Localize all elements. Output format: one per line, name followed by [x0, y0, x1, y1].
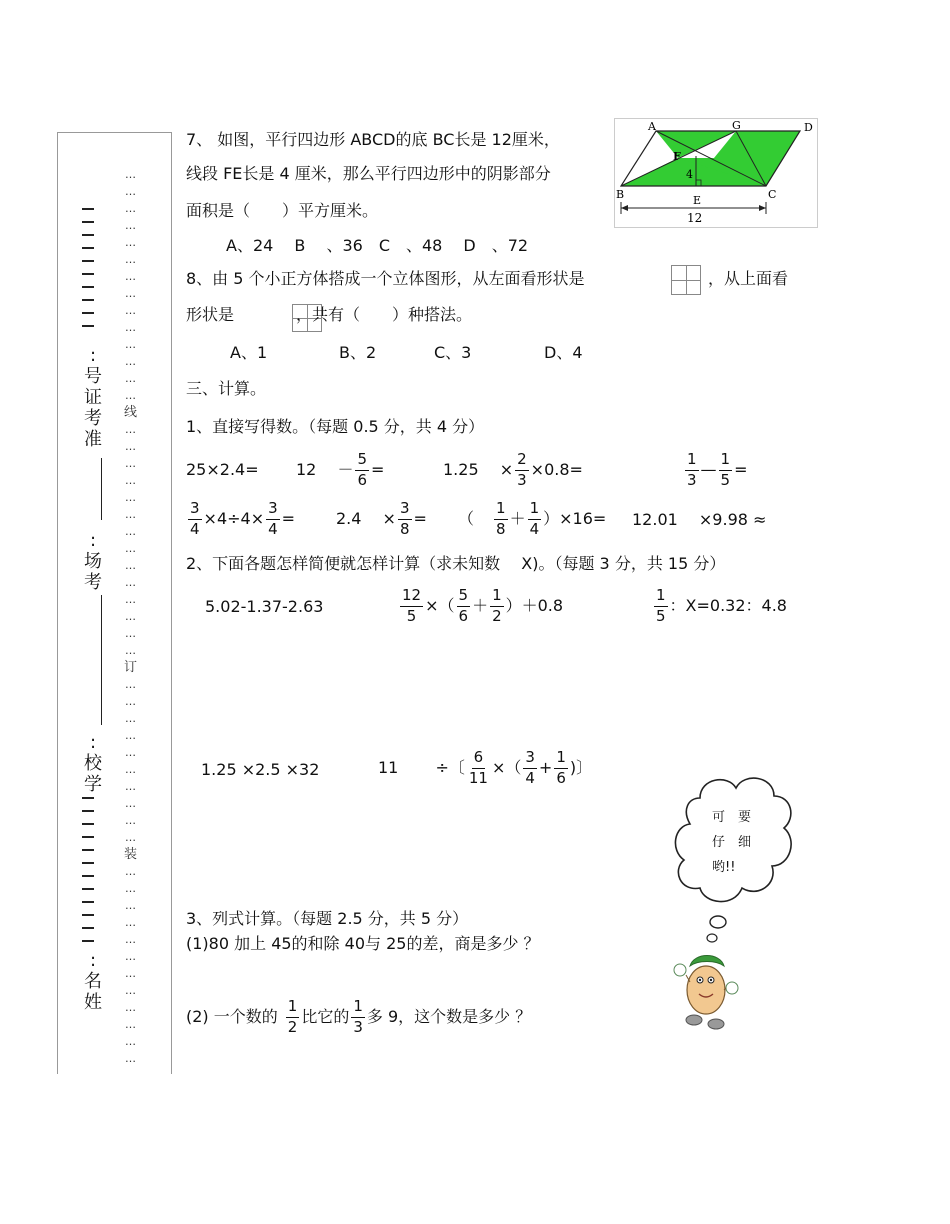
numerator: 1 [554, 750, 568, 769]
fraction [286, 996, 300, 1036]
fraction [351, 996, 365, 1036]
bubble-line-3: 哟!! [712, 860, 736, 875]
p3-s2-b: 比它的 [301, 1007, 350, 1026]
seal-word: 订 [123, 660, 136, 675]
seal-dots: … [125, 695, 135, 708]
q8-option-b: B、2 [339, 343, 377, 362]
left-view-icon [671, 265, 701, 295]
p1-r1-d [683, 448, 748, 492]
q8-option-d: D、4 [544, 343, 583, 362]
seal-dots: … [125, 678, 135, 691]
seal-dots: … [125, 321, 135, 334]
p2-e5 [378, 746, 592, 790]
minus-sign: — [700, 460, 717, 479]
seal-dots: … [125, 372, 135, 385]
p1-r1-c-post: ×0.8= [530, 460, 583, 479]
seal-dots: … [125, 270, 135, 283]
seal-dots: … [125, 865, 135, 878]
q8-line2a: 形状是 [186, 305, 235, 324]
seal-dots: … [125, 1052, 135, 1065]
seal-dots: … [125, 508, 135, 521]
seal-dots: … [125, 525, 135, 538]
denominator: 4 [525, 768, 535, 787]
denominator: 3 [353, 1017, 363, 1036]
p1-r1-b [296, 448, 384, 492]
p1-r2-c [458, 497, 606, 541]
egg-mascot-icon [674, 956, 738, 1030]
seal-dots: … [125, 168, 135, 181]
p3-s2-c: 多 9，这个数是多少 ？ [366, 1007, 532, 1026]
fraction [719, 449, 733, 489]
label-colon: : [89, 345, 97, 366]
numerator: 1 [494, 501, 508, 520]
q7-line3: 面积是（ ）平方厘米。 [186, 201, 379, 220]
seal-dots: … [125, 576, 135, 589]
p1-r1-b-pre: 12 － [296, 460, 354, 479]
exam-room-blank [101, 458, 102, 520]
seal-dots: … [125, 236, 135, 249]
fraction [554, 747, 568, 787]
school-label [82, 732, 104, 795]
label-char: 考 [84, 408, 102, 429]
denominator: 5 [656, 606, 666, 625]
seal-word: 装 [123, 847, 136, 862]
seal-dots: … [125, 474, 135, 487]
school-blank [101, 595, 102, 725]
p2-e5-b: ×（ [491, 758, 522, 777]
seal-dots: … [125, 916, 135, 929]
denominator: 4 [190, 519, 200, 538]
denominator: 5 [720, 470, 731, 489]
numerator: 1 [490, 588, 504, 607]
p2-e5-c: )〕 [569, 758, 593, 777]
q8-line2b: ，共有（ ）种搭法。 [296, 305, 473, 324]
denominator: 6 [458, 606, 469, 625]
seal-dots: … [125, 1035, 135, 1048]
plus-sign: ＋ [509, 509, 526, 528]
q8-line1a: 8、由 5 个小正方体搭成一个立体图形，从左面看形状是 [186, 269, 585, 288]
fraction [685, 449, 699, 489]
label-colon: : [89, 950, 97, 971]
p2-e1: 5.02-1.37-2.63 [205, 597, 324, 616]
numerator: 5 [355, 452, 369, 471]
seal-word: 线 [123, 405, 136, 420]
fraction [515, 449, 529, 489]
exam-number-blank [82, 208, 96, 338]
fraction [398, 498, 412, 538]
denominator: 6 [556, 768, 566, 787]
fraction [188, 498, 202, 538]
numerator: 12 [400, 588, 423, 607]
denominator: 5 [406, 606, 417, 625]
label-12: 12 [687, 211, 703, 225]
numerator: 5 [457, 588, 471, 607]
q8-option-a: A、1 [230, 343, 268, 362]
q8-line1b: ，从上面看 [708, 269, 789, 288]
seal-dots: … [125, 1018, 135, 1031]
p1-r2-c-post: ）×16= [543, 509, 607, 528]
label-char: 学 [84, 774, 102, 795]
plus-sign: + [538, 758, 553, 777]
p2-e2-a: ×（ [425, 596, 455, 615]
numerator: 1 [719, 452, 733, 471]
seal-dots: … [125, 423, 135, 436]
fraction [266, 498, 280, 538]
fraction [523, 747, 537, 787]
denominator: 8 [496, 519, 506, 538]
fraction [400, 585, 423, 625]
plus-sign: ＋ [472, 596, 489, 615]
p1-r2-d: 12.01 ×9.98 ≈ [632, 510, 767, 529]
seal-dots: … [125, 814, 135, 827]
p1-r2-b [336, 497, 427, 541]
label-char: 号 [84, 366, 102, 387]
seal-dots: … [125, 627, 135, 640]
label-char: 名 [84, 971, 102, 992]
numerator: 3 [266, 501, 280, 520]
numerator: 1 [528, 501, 542, 520]
seal-dots: … [125, 712, 135, 725]
p3-s2 [186, 995, 531, 1039]
q7-options: A、24 B 、36 C 、48 D 、72 [226, 236, 529, 255]
seal-dots: … [125, 559, 135, 572]
fraction [528, 498, 542, 538]
label-E: E [693, 194, 702, 207]
section3-title: 三、计算。 [186, 379, 267, 398]
p1-r1-c [443, 448, 583, 492]
seal-dots: … [125, 304, 135, 317]
p3-title: 3、列式计算。（每题 2.5 分，共 5 分） [186, 909, 469, 928]
numerator: 3 [523, 750, 537, 769]
p1-r2-a [186, 497, 295, 541]
seal-dots: … [125, 984, 135, 997]
seal-dots: … [125, 644, 135, 657]
seal-dots: … [125, 967, 135, 980]
p3-s2-a: (2) 一个数的 [186, 1007, 278, 1026]
seal-dots: … [125, 542, 135, 555]
denominator: 3 [517, 470, 527, 489]
p1-r2-a-post: = [281, 509, 296, 528]
p2-e5-a: 11 ÷〔 [378, 758, 465, 777]
fraction [490, 585, 504, 625]
fraction [494, 498, 508, 538]
seal-dots: … [125, 185, 135, 198]
label-G: G [732, 119, 741, 132]
p1-title: 1、直接写得数。（每题 0.5 分，共 4 分） [186, 417, 485, 436]
bubble-line-1: 可 要 [712, 810, 752, 825]
seal-dots: … [125, 593, 135, 606]
label-colon: : [89, 530, 97, 551]
numerator: 1 [286, 999, 300, 1018]
seal-dots: … [125, 899, 135, 912]
p1-r2-a-mid: ×4÷4× [203, 509, 265, 528]
denominator: 2 [492, 606, 502, 625]
bubble-dot-1 [710, 916, 726, 928]
seal-dots: … [125, 797, 135, 810]
seal-dots: … [125, 457, 135, 470]
seal-dots: … [125, 610, 135, 623]
p2-e3-rest: ：X=0.32：4.8 [669, 596, 787, 615]
q7-line2: 线段 FE长是 4 厘米，那么平行四边形中的阴影部分 [186, 164, 551, 183]
seal-dots: … [125, 491, 135, 504]
numerator: 1 [351, 999, 365, 1018]
denominator: 2 [287, 1017, 298, 1036]
school-blank-dashes [82, 797, 96, 953]
bubble-line-2: 仔 细 [712, 835, 752, 850]
seal-dots: … [125, 831, 135, 844]
label-4: 4 [686, 168, 693, 181]
p1-r1-b-post: = [371, 460, 385, 479]
fraction [654, 585, 668, 625]
fraction [355, 449, 369, 489]
denominator: 6 [357, 470, 367, 489]
label-char: 校 [84, 753, 102, 774]
q7-parallelogram-figure [614, 118, 818, 228]
seal-dots: … [125, 440, 135, 453]
p1-r2-b-post: = [413, 509, 427, 528]
numerator: 1 [654, 588, 668, 607]
numerator: 2 [515, 452, 529, 471]
seal-dots: … [125, 1001, 135, 1014]
p2-title: 2、下面各题怎样简便就怎样计算（求未知数 X)。（每题 3 分，共 15 分） [186, 554, 726, 573]
p3-s1: (1)80 加上 45的和除 40与 25的差，商是多少 ？ [186, 934, 540, 953]
seal-dots: … [125, 219, 135, 232]
seal-dotted-line [122, 166, 138, 1067]
seal-dots: … [125, 287, 135, 300]
numerator: 1 [685, 452, 699, 471]
numerator: 3 [188, 501, 202, 520]
denominator: 8 [399, 519, 410, 538]
p1-r1-a: 25×2.4= [186, 460, 259, 479]
p1-r1-c-pre: 1.25 × [443, 460, 514, 479]
p2-e2 [398, 584, 563, 628]
q7-line1: 7、 如图，平行四边形 ABCD的底 BC长是 12厘米， [186, 130, 560, 149]
equals-sign: = [734, 460, 748, 479]
label-char: 准 [84, 429, 102, 450]
p2-e4: 1.25 ×2.5 ×32 [201, 760, 320, 779]
seal-dots: … [125, 253, 135, 266]
bubble-dot-2 [707, 934, 717, 942]
seal-dots: … [125, 746, 135, 759]
label-char: 场 [84, 551, 102, 572]
label-colon: : [89, 732, 97, 753]
seal-dots: … [125, 338, 135, 351]
label-B: B [616, 188, 625, 201]
exam-room-label [82, 530, 104, 593]
p2-e2-b: ）＋0.8 [505, 596, 564, 615]
seal-dots: … [125, 882, 135, 895]
denominator: 11 [468, 768, 488, 787]
label-F: F [673, 150, 681, 163]
name-label [82, 950, 104, 1013]
exam-number-label [82, 345, 104, 450]
seal-dots: … [125, 202, 135, 215]
denominator: 4 [268, 519, 278, 538]
denominator: 4 [529, 519, 540, 538]
seal-dots: … [125, 950, 135, 963]
binding-margin [57, 132, 172, 1074]
fraction [457, 585, 471, 625]
numerator: 3 [398, 501, 412, 520]
label-D: D [804, 121, 813, 134]
denominator: 3 [687, 470, 697, 489]
q8-option-c: C、3 [434, 343, 472, 362]
seal-dots: … [125, 355, 135, 368]
seal-dots: … [125, 933, 135, 946]
label-char: 证 [84, 387, 102, 408]
seal-dots: … [125, 780, 135, 793]
fraction [467, 747, 490, 787]
seal-dots: … [125, 729, 135, 742]
p1-r2-c-pre: （ [458, 509, 475, 528]
label-A: A [648, 120, 656, 133]
numerator: 6 [472, 750, 486, 769]
label-char: 考 [84, 572, 102, 593]
seal-dots: … [125, 763, 135, 776]
seal-dots: … [125, 389, 135, 402]
p2-e3 [652, 584, 787, 628]
p1-r2-b-pre: 2.4 × [336, 509, 396, 528]
label-C: C [768, 188, 777, 201]
label-char: 姓 [84, 992, 102, 1013]
